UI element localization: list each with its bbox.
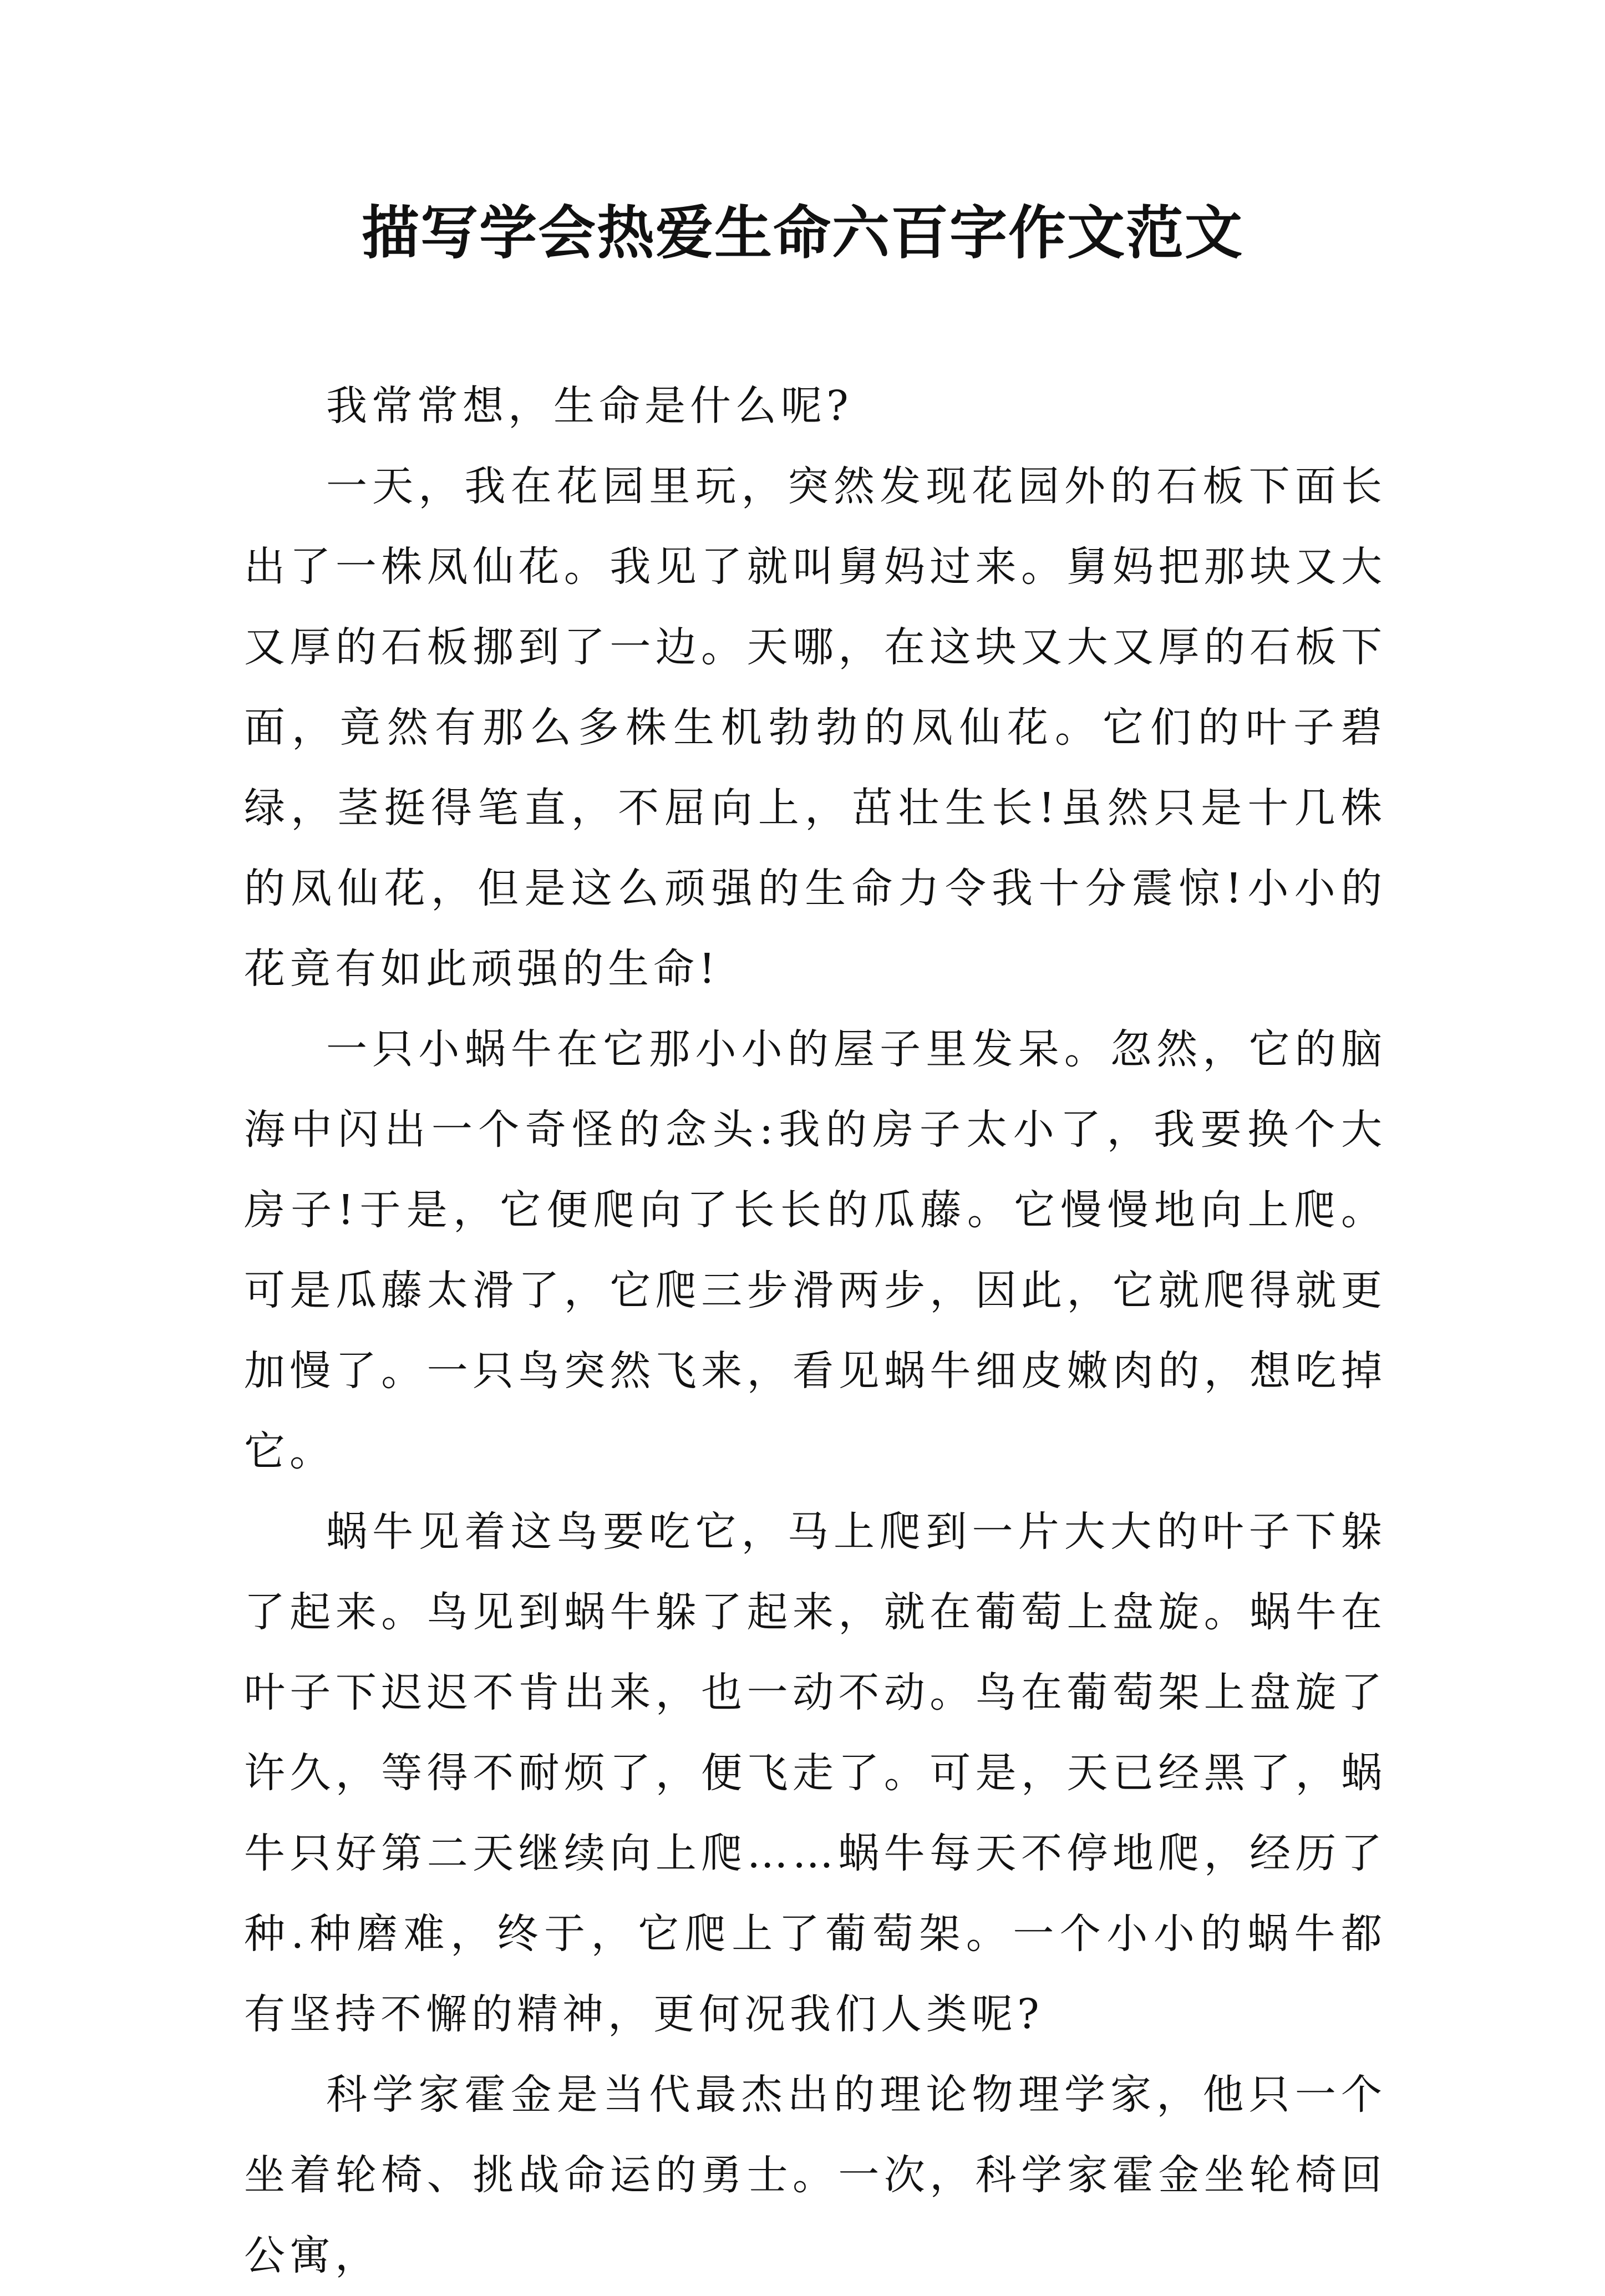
paragraph: 一天，我在花园里玩，突然发现花园外的石板下面长出了一株凤仙花。我见了就叫舅妈过来。舅妈把那块又大又厚的石板挪到了一边。天哪，在这块又大又厚的石板下面，竟然有那么多株生机勃勃的凤仙花。它们的叶子碧绿，茎挺得笔直，不屈向上，茁壮生长!虽然只是十几株的凤仙花，但是这么顽强的生命力令我十分震惊!小小的花竟有如此顽强的生命!	[244, 463, 1386, 993]
paragraph: 蜗牛见着这鸟要吃它，马上爬到一片大大的叶子下躲了起来。鸟见到蜗牛躲了起来，就在葡萄上盘旋。蜗牛在叶子下迟迟不肯出来，也一动不动。鸟在葡萄架上盘旋了许久，等得不耐烦了，便飞走了。可是，天已经黑了，蜗牛只好第二天继续向上爬……蜗牛每天不停地爬，经历了种.种磨难，终于，它爬上了葡萄架。一个小小的蜗牛都有坚持不懈的精神，更何况我们人类呢?	[244, 1508, 1386, 2038]
document-title: 描写学会热爱生命六百字作文范文	[361, 199, 1243, 267]
document-body	[244, 366, 1386, 2296]
paragraph: 科学家霍金是当代最杰出的理论物理学家，他只一个坐着轮椅、挑战命运的勇士。一次，科学家霍金坐轮椅回公寓，	[244, 2071, 1386, 2279]
paragraph: 我常常想，生命是什么呢?	[326, 382, 853, 430]
paragraph: 一只小蜗牛在它那小小的屋子里发呆。忽然，它的脑海中闪出一个奇怪的念头:我的房子太小了，我要换个大房子!于是，它便爬向了长长的瓜藤。它慢慢地向上爬。可是瓜藤太滑了，它爬三步滑两步，因此，它就爬得就更加慢了。一只鸟突然飞来，看见蜗牛细皮嫩肉的，想吃掉它。	[244, 1025, 1386, 1475]
